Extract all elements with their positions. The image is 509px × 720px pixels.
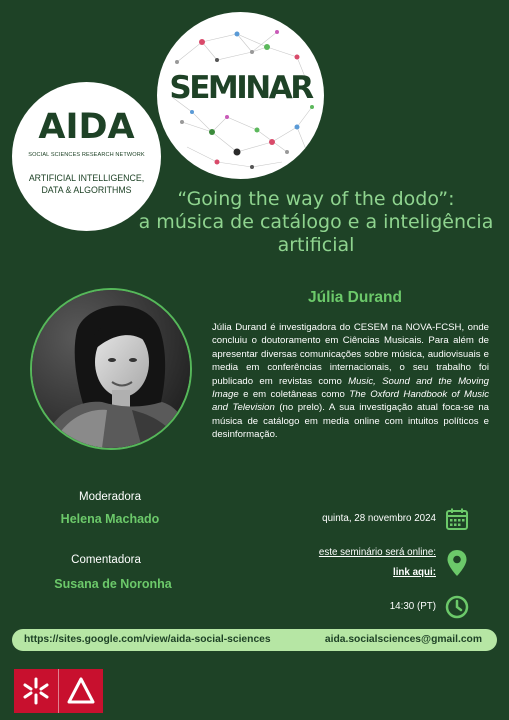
event-date: quinta, 28 novembro 2024 [322,513,436,524]
seminar-badge [157,12,324,179]
commentator-label: Comentadora [71,554,141,566]
bio-text-2: e em coletâneas como [238,389,350,401]
seminar-title [130,188,502,257]
moderator-name: Helena Machado [60,512,160,526]
email-link[interactable]: aida.socialsciences@gmail.com [324,634,482,645]
event-time: 14:30 (PT) [389,601,436,612]
bio-text-3: (no prelo). A sua investigação atual foca-se na música de catálogo em media online com intuitos políticos e desinformação. [212,402,489,441]
portrait-photo [32,290,190,448]
title-line3: artificial [277,234,355,256]
online-note: este seminário será online: [318,547,436,558]
research-center-logo [58,669,103,713]
bio-text-1: Júlia Durand é investigadora do CESEM na NOVA-FCSH, onde concluiu o doutoramento em Ciências Musicais. Para além de apresentar diversas comunicações sobre música, audiovisuais e media em conferências internacionais, o seu trabalho foi publicado em revistas como [212,322,489,387]
commentator-name: Susana de Noronha [54,577,172,591]
speaker-portrait [30,288,192,450]
clock-icon [445,595,469,619]
bio-book: The Oxford Handbook of Music and Television [212,389,489,414]
seminar-word: SEMINAR [169,70,312,106]
aida-topic-line1: ARTIFICIAL INTELLIGENCE, [28,173,145,183]
asterisk-logo-icon [14,669,58,713]
aida-topic-line2: DATA & ALGORITHMS [41,184,132,195]
moderator-label: Moderadora [78,491,141,503]
speaker-bio [212,321,489,442]
triangle-logo-icon [59,669,103,713]
speaker-name: Júlia Durand [308,289,402,306]
location-pin-icon [446,549,468,577]
title-line1: “Going the way of the dodo”: [177,188,455,210]
aida-network-label: SOCIAL SCIENCES RESEARCH NETWORK [28,152,145,158]
title-line2: a música de catálogo e a inteligência [138,211,494,233]
aida-acronym: AIDA [38,107,135,147]
bio-journal: Music, Sound and the Moving Image [212,375,489,401]
online-link[interactable]: link aqui: [392,567,436,578]
footer-bar [12,629,497,651]
university-logo [14,669,58,713]
calendar-icon [445,507,469,531]
website-link[interactable]: https://sites.google.com/view/aida-social-sciences [24,634,271,645]
